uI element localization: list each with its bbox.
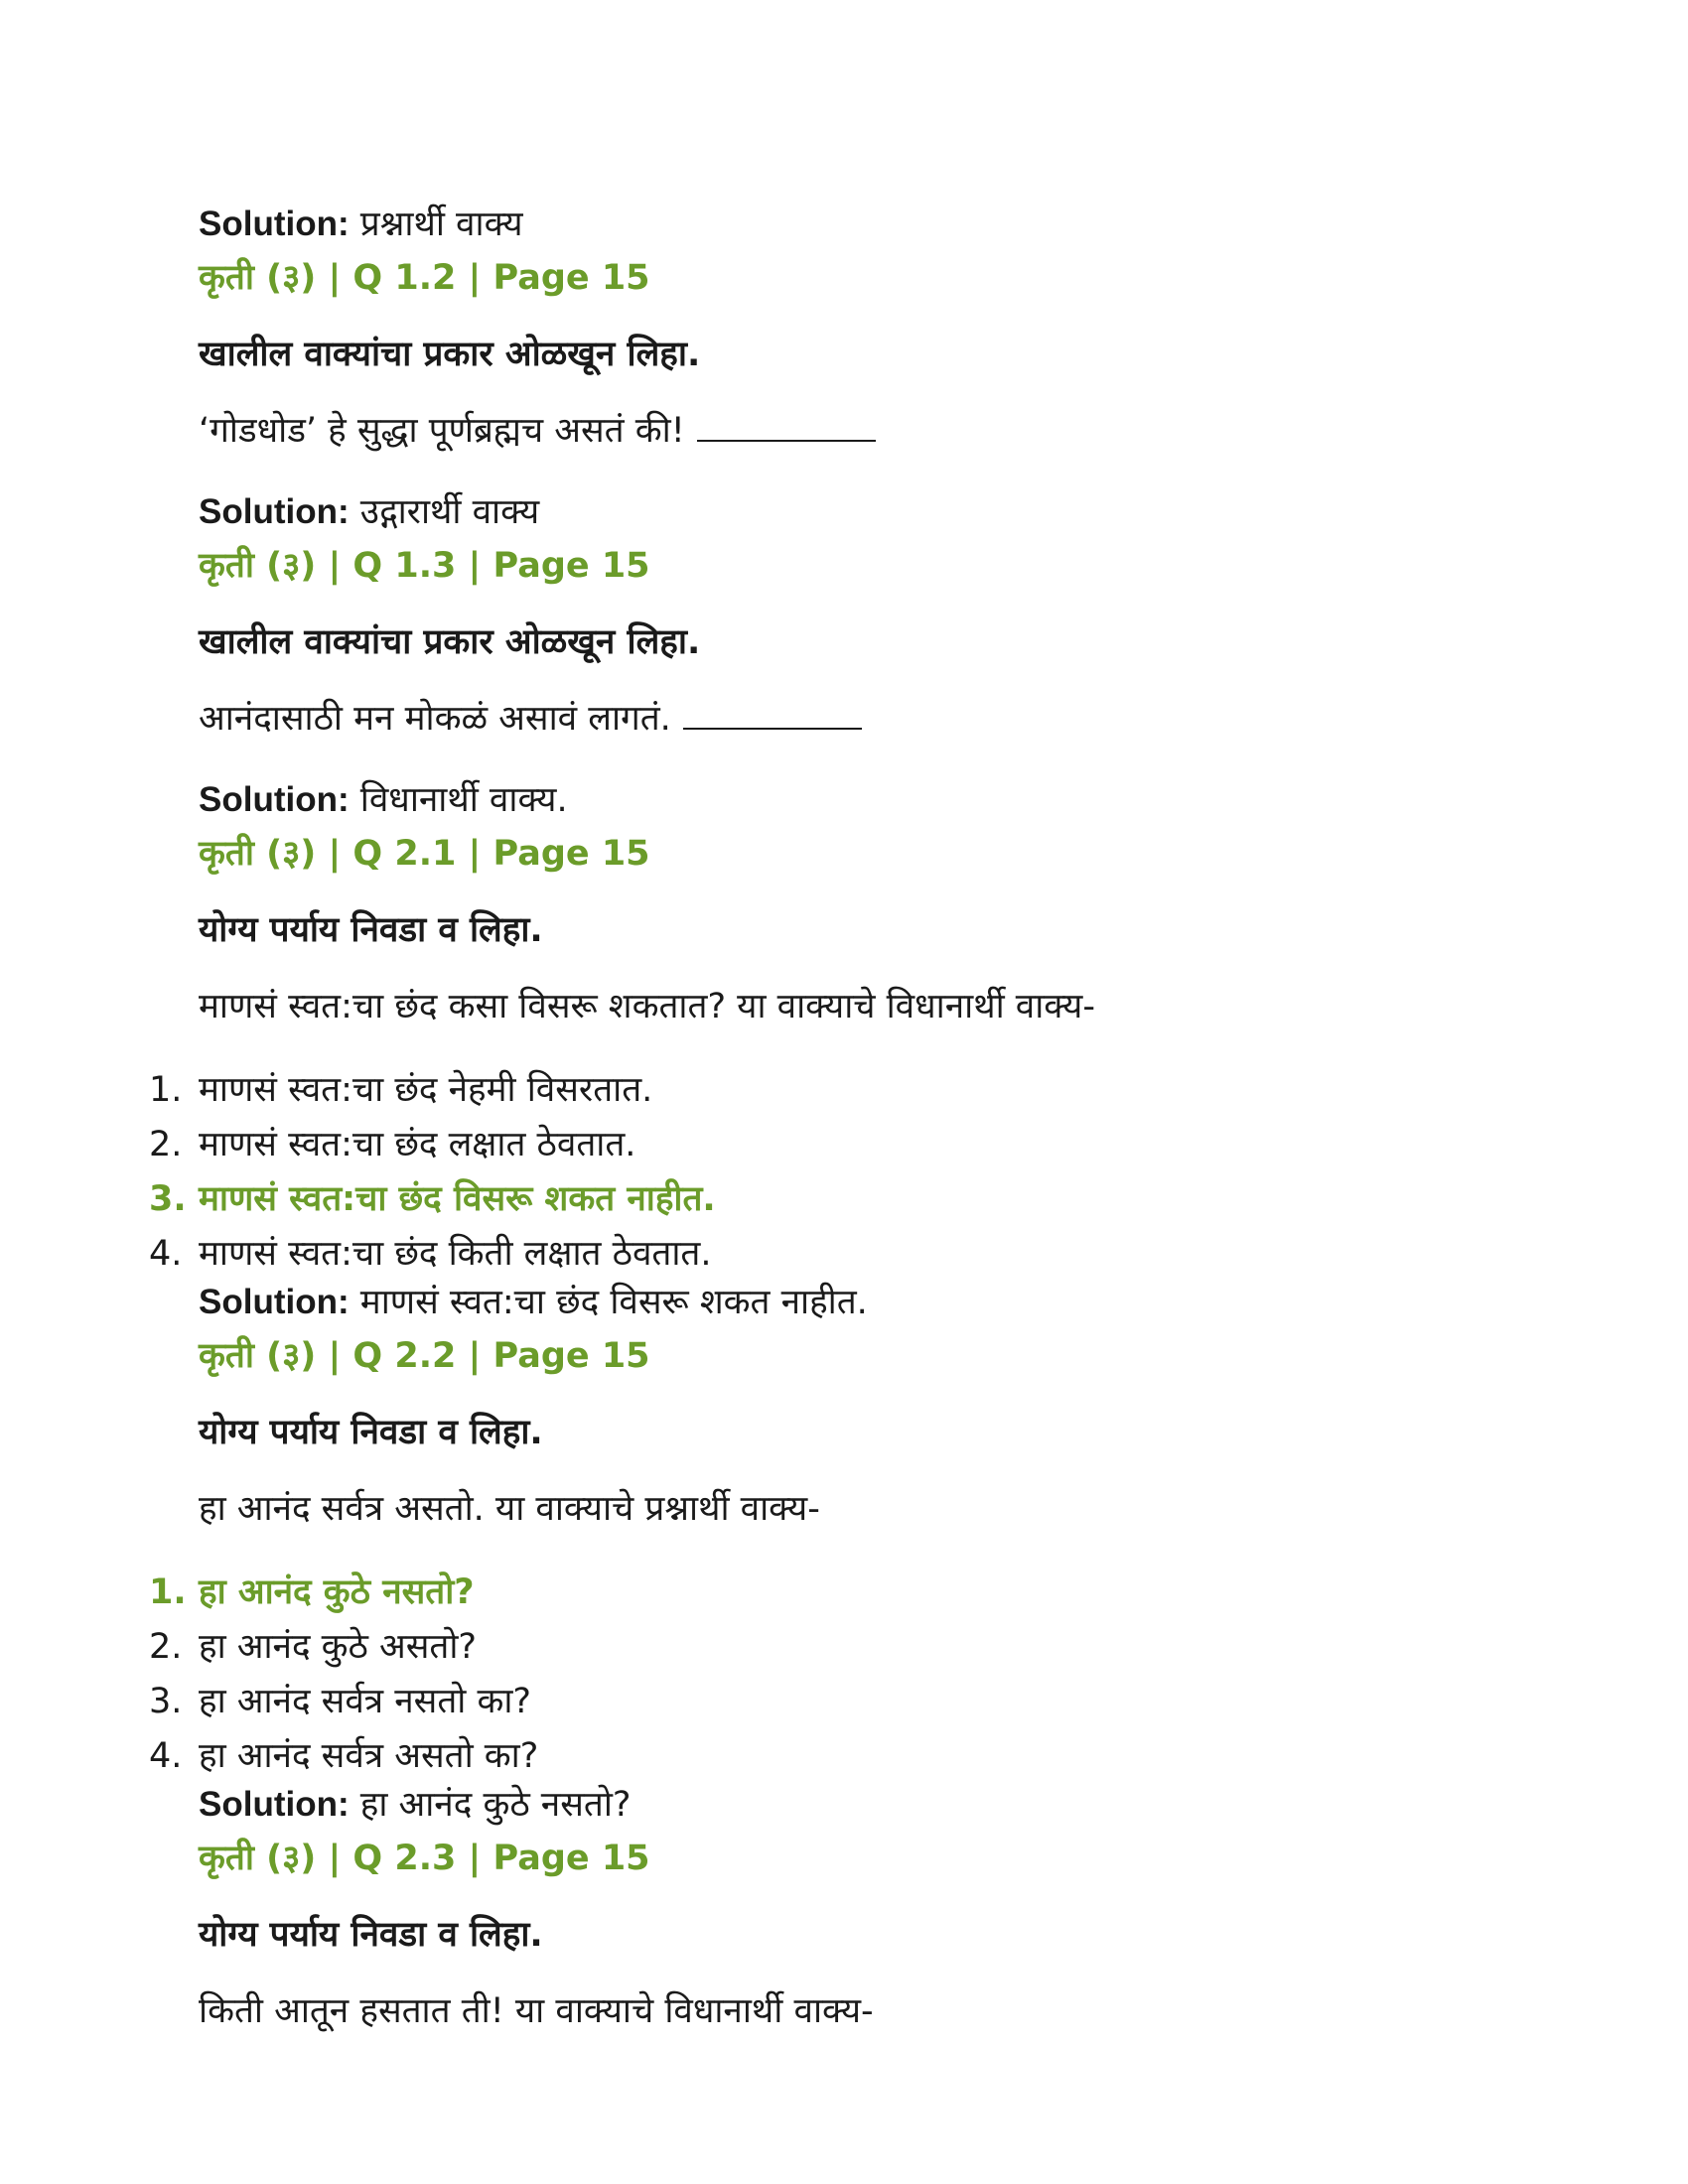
solution-line [199, 491, 1489, 533]
option-item [149, 1118, 1489, 1172]
option-item-correct [149, 1172, 1489, 1227]
question-instruction: योग्य पर्याय निवडा व लिहा. [199, 1915, 543, 1955]
solution-text: उद्गारार्थी वाक्य [359, 492, 540, 532]
question-instruction: योग्य पर्याय निवडा व लिहा. [199, 1413, 543, 1452]
question-reference-link[interactable]: कृती (३) | Q 2.1 | Page 15 [199, 834, 650, 874]
option-text: माणसं स्वत:चा छंद किती लक्षात ठेवतात. [199, 1234, 712, 1274]
option-text: हा आनंद सर्वत्र असतो का? [199, 1736, 539, 1776]
solution-text: हा आनंद कुठे नसतो? [359, 1785, 632, 1825]
question-instruction: खालील वाक्यांचा प्रकार ओळखून लिहा. [199, 335, 701, 374]
option-text: माणसं स्वत:चा छंद लक्षात ठेवतात. [199, 1125, 636, 1164]
option-item [149, 1675, 1489, 1729]
solution-text: विधानार्थी वाक्य. [359, 780, 568, 820]
solution-text: माणसं स्वत:चा छंद विसरू शकत नाहीत. [359, 1283, 868, 1322]
question-instruction: योग्य पर्याय निवडा व लिहा. [199, 910, 543, 950]
options-list [149, 1566, 1489, 1784]
option-number: 1. [149, 1070, 183, 1110]
solution-label: Solution: [199, 492, 350, 531]
statement-text: आनंदासाठी मन मोकळं असावं लागतं. [199, 699, 671, 739]
option-item [149, 1729, 1489, 1784]
solution-label: Solution: [199, 205, 350, 243]
question-reference-link[interactable]: कृती (३) | Q 1.2 | Page 15 [199, 258, 650, 298]
document-content [149, 204, 1489, 2032]
statement-text: ‘गोडधोड’ हे सुद्धा पूर्णब्रह्मच असतं की! [199, 411, 685, 451]
solution-label: Solution: [199, 780, 350, 819]
option-text: हा आनंद कुठे नसतो? [199, 1572, 475, 1612]
solution-label: Solution: [199, 1785, 350, 1824]
solution-line [199, 1784, 1489, 1826]
question-reference-link[interactable]: कृती (३) | Q 2.2 | Page 15 [199, 1336, 650, 1376]
question-instruction: खालील वाक्यांचा प्रकार ओळखून लिहा. [199, 622, 701, 662]
solution-line [199, 204, 1489, 245]
option-item [149, 1620, 1489, 1675]
option-number: 2. [149, 1627, 183, 1667]
option-item [149, 1063, 1489, 1118]
option-text: हा आनंद कुठे असतो? [199, 1627, 478, 1667]
solution-line [199, 779, 1489, 821]
question-statement: किती आतून हसतात ती! या वाक्याचे विधानार्थी वाक्य- [199, 1991, 874, 2031]
option-number: 3. [149, 1682, 183, 1721]
option-text: हा आनंद सर्वत्र नसतो का? [199, 1682, 531, 1721]
option-text: माणसं स्वत:चा छंद विसरू शकत नाहीत. [199, 1179, 716, 1219]
question-statement [199, 698, 1489, 740]
solution-label: Solution: [199, 1283, 350, 1321]
option-item-correct [149, 1566, 1489, 1620]
option-item [149, 1227, 1489, 1282]
options-list [149, 1063, 1489, 1282]
option-number: 2. [149, 1125, 183, 1164]
question-statement: हा आनंद सर्वत्र असतो. या वाक्याचे प्रश्नार्थी वाक्य- [199, 1489, 820, 1529]
option-number: 4. [149, 1736, 183, 1776]
question-statement: माणसं स्वत:चा छंद कसा विसरू शकतात? या वाक्याचे विधानार्थी वाक्य- [199, 987, 1095, 1026]
solution-text: प्रश्नार्थी वाक्य [359, 205, 523, 244]
option-number: 4. [149, 1234, 183, 1274]
option-number: 3. [149, 1179, 187, 1219]
option-text: माणसं स्वत:चा छंद नेहमी विसरतात. [199, 1070, 653, 1110]
question-reference-link[interactable]: कृती (३) | Q 2.3 | Page 15 [199, 1839, 650, 1878]
solution-line [199, 1282, 1489, 1323]
option-number: 1. [149, 1572, 187, 1612]
answer-blank [683, 698, 862, 730]
answer-blank [697, 410, 876, 442]
question-reference-link[interactable]: कृती (३) | Q 1.3 | Page 15 [199, 546, 650, 586]
question-statement [199, 410, 1489, 452]
